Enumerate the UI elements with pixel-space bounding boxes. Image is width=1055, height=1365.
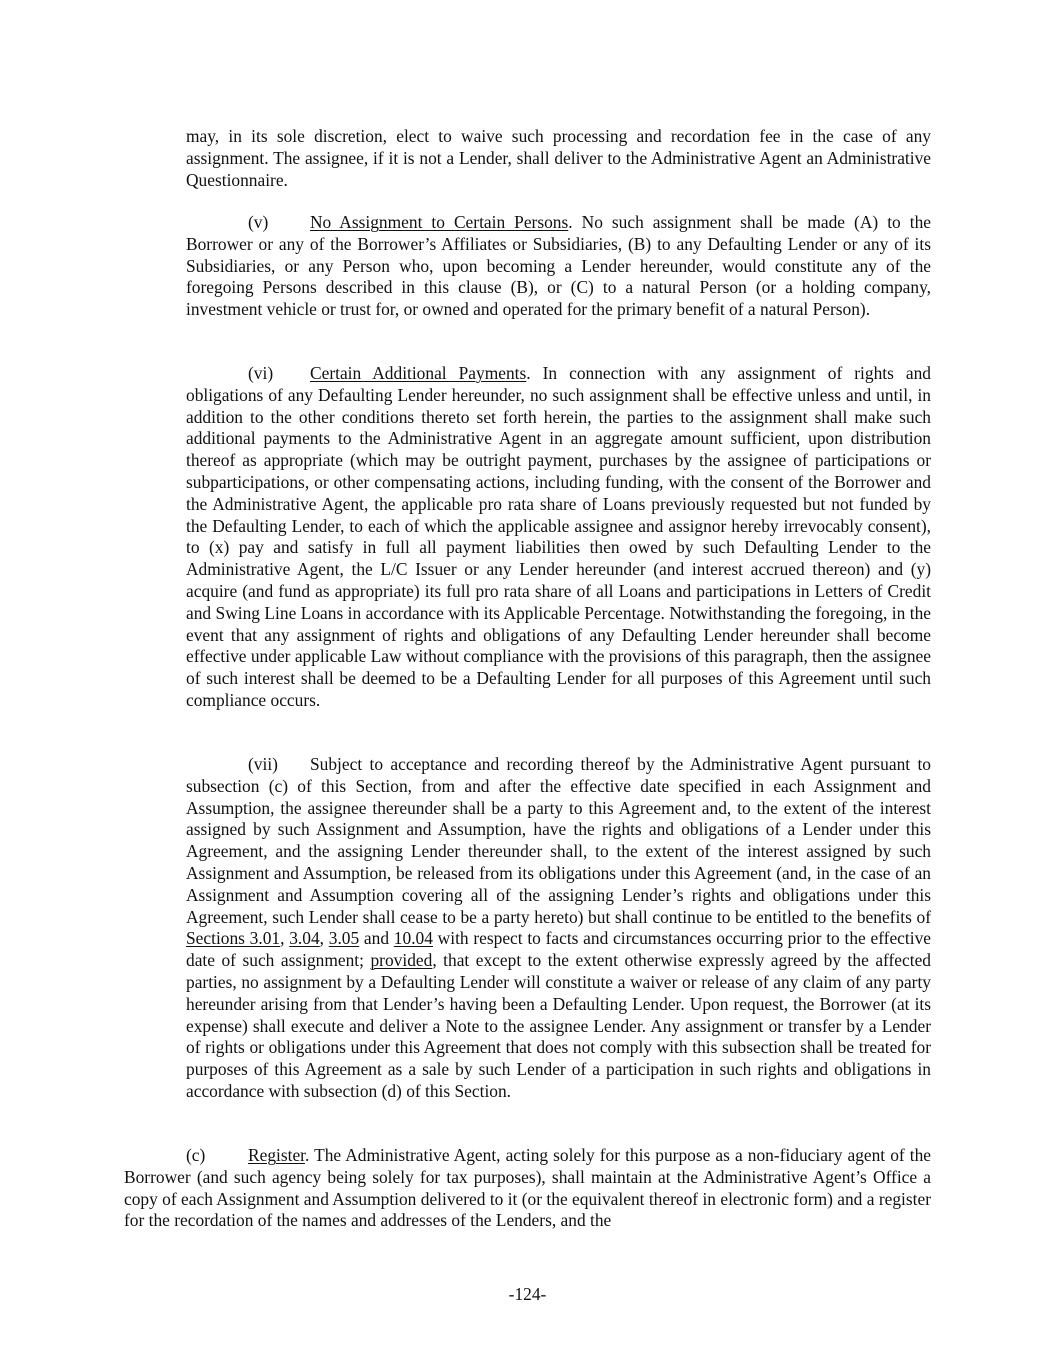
separator-1: , xyxy=(280,928,290,949)
provided-term: provided xyxy=(370,950,433,971)
paragraph-v-text: . No such assignment shall be made (A) to the Borrower or any of the Borrower’s Affiliates or Subsidiaries, (B) to any Defaulting Lender or any of its Subsidiaries, or any Person who, upon becoming a Lender hereunder, would constitute any of the foregoing Persons described in this clause (B), or (C) to a natural Person (or a holding company, investment vehicle or trust for, or owned and operated for the primary benefit of a natural Person). xyxy=(186,212,931,320)
page-number: -124- xyxy=(508,1284,547,1304)
clause-number-vi: (vi) xyxy=(248,363,274,383)
separator-2: , xyxy=(319,928,329,949)
paragraph-vii xyxy=(186,754,931,1103)
paragraph-v xyxy=(186,212,931,321)
paragraph-intro xyxy=(186,126,931,191)
paragraph-vi-text: . In connection with any assignment of rights and obligations of any Defaulting Lender hereunder, no such assignment shall be effective unless and until, in addition to the other conditions thereto set forth herein, the parties to the assignment shall make such additional payments to the Administrative Agent in an aggregate amount sufficient, upon distribution thereof as appropriate (which may be outright payment, purchases by the assignee of participations or subparticipations, or other compensating actions, including funding, with the consent of the Borrower and the Administrative Agent, the applicable pro rata share of Loans previously requested but not funded by the Defaulting Lender, to each of which the applicable assignee and assignor hereby irrevocably consent), to (x) pay and satisfy in full all payment liabilities then owed by such Defaulting Lender to the Administrative Agent, the L/C Issuer or any Lender hereunder (and interest accrued thereon) and (y) acquire (and fund as appropriate) its full pro rata share of all Loans and participations in Letters of Credit and Swing Line Loans in accordance with its Applicable Percentage. Notwithstanding the foregoing, in the event that any assignment of rights and obligations of any Defaulting Lender hereunder shall become effective under applicable Law without compliance with the provisions of this paragraph, then the assignee of such interest shall be deemed to be a Defaulting Lender for all purposes of this Agreement until such compliance occurs. xyxy=(186,363,931,710)
paragraph-intro-text: may, in its sole discretion, elect to waive such processing and recordation fee in the case of any assignment. The assignee, if it is not a Lender, shall deliver to the Administrative Agent an Administrative Questionnaire. xyxy=(186,126,931,190)
paragraph-c xyxy=(124,1145,931,1232)
section-reference-3-04: 3.04 xyxy=(289,928,320,949)
heading-register: Register xyxy=(248,1145,305,1165)
paragraph-vii-text-a: Subject to acceptance and recording thereof by the Administrative Agent pursuant to subsection (c) of this Section, from and after the effective date specified in each Assignment and Assumption, the assignee thereunder shall be a party to this Agreement and, to the extent of the interest assigned by such Assignment and Assumption, have the rights and obligations of a Lender under this Agreement, and the assigning Lender thereunder shall, to the extent of the interest assigned by such Assignment and Assumption, be released from its obligations under this Agreement (and, in the case of an Assignment and Assumption covering all of the assigning Lender’s rights and obligations under this Agreement, such Lender shall cease to be a party hereto) but shall continue to be entitled to the benefits of xyxy=(186,754,931,927)
clause-number-v: (v) xyxy=(248,212,269,232)
section-reference-3-05: 3.05 xyxy=(328,928,360,949)
section-reference-3-01: Sections 3.01 xyxy=(186,928,281,949)
separator-3: and xyxy=(359,928,394,949)
clause-number-vii: (vii) xyxy=(248,754,278,774)
paragraph-c-text: . The Administrative Agent, acting solely for this purpose as a non-fiduciary agent of the Borrower (and such agency being solely for tax purposes), shall maintain at the Administrative Agent’s Office a copy of each Assignment and Assumption delivered to it (or the equivalent thereof in electronic form) and a register for the recordation of the names and addresses of the Lenders, and the xyxy=(124,1145,931,1231)
section-reference-10-04: 10.04 xyxy=(393,928,433,949)
heading-no-assignment: No Assignment to Certain Persons xyxy=(310,212,569,232)
paragraph-vii-text-c: , that except to the extent otherwise expressly agreed by the affected parties, no assignment by a Defaulting Lender will constitute a waiver or release of any claim of any party hereunder arising from that Lender’s having been a Defaulting Lender. Upon request, the Borrower (at its expense) shall execute and deliver a Note to the assignee Lender. Any assignment or transfer by a Lender of rights or obligations under this Agreement that does not comply with this subsection shall be treated for purposes of this Agreement as a sale by such Lender of a participation in such rights and obligations in accordance with subsection (d) of this Section. xyxy=(186,950,931,1101)
paragraph-vi xyxy=(186,363,931,712)
paragraph-vii-text-b: with respect to facts and circumstances occurring prior to the effective date of such assignment; xyxy=(186,928,931,971)
clause-number-c: (c) xyxy=(186,1145,206,1165)
heading-additional-payments: Certain Additional Payments xyxy=(310,363,527,383)
